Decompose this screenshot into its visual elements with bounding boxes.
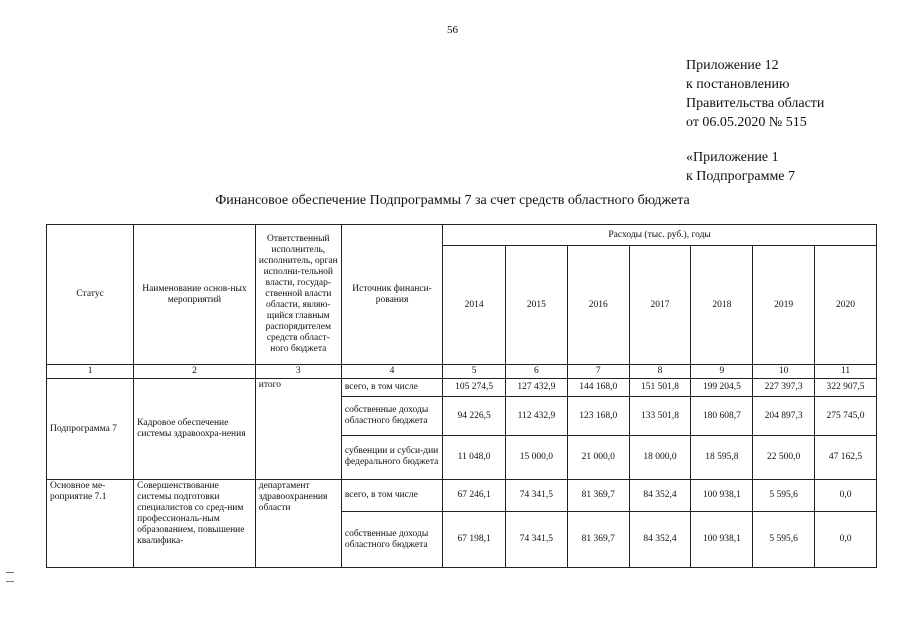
- column-index: 1: [47, 365, 134, 379]
- row-value: 112 432,9: [506, 397, 568, 435]
- row-value: 199 204,5: [691, 379, 753, 397]
- row-value: 84 352,4: [629, 512, 691, 568]
- row-value: 81 369,7: [567, 480, 629, 512]
- row-value: 5 595,6: [753, 512, 815, 568]
- header-year: 2020: [815, 246, 877, 365]
- row-source: всего, в том числе: [341, 480, 442, 512]
- row-value: 100 938,1: [691, 480, 753, 512]
- row-value: 47 162,5: [815, 435, 877, 479]
- row-value: 74 341,5: [506, 512, 568, 568]
- header-year: 2016: [567, 246, 629, 365]
- row-value: 18 000,0: [629, 435, 691, 479]
- row-value: 84 352,4: [629, 480, 691, 512]
- row-value: 0,0: [815, 512, 877, 568]
- column-index: 8: [629, 365, 691, 379]
- row-value: 127 432,9: [506, 379, 568, 397]
- header-responsible: Ответственный исполнитель, исполнитель, орган исполни-тельной власти, государ-ственной власти области, являю-щийся главным распорядителем средств област-ного бюджета: [255, 225, 341, 365]
- row-value: 11 048,0: [443, 435, 506, 479]
- row-value: 67 198,1: [443, 512, 506, 568]
- appendix-line: к постановлению: [686, 77, 790, 92]
- row-status: Подпрограмма 7: [47, 379, 134, 480]
- header-status: Статус: [47, 225, 134, 365]
- row-value: 15 000,0: [506, 435, 568, 479]
- column-index: 5: [443, 365, 506, 379]
- row-source: субвенции и субси-дии федерального бюджета: [341, 435, 442, 479]
- row-value: 204 897,3: [753, 397, 815, 435]
- header-name: Наименование основ-ных мероприятий: [134, 225, 256, 365]
- row-value: 94 226,5: [443, 397, 506, 435]
- row-value: 67 246,1: [443, 480, 506, 512]
- column-index: 4: [341, 365, 442, 379]
- row-name: Совершенствование системы подготовки специалистов со сред-ним профессиональ-ным образованием, повышение квалифика-: [134, 480, 256, 568]
- row-value: 322 907,5: [815, 379, 877, 397]
- row-value: 5 595,6: [753, 480, 815, 512]
- header-year: 2018: [691, 246, 753, 365]
- row-value: 123 168,0: [567, 397, 629, 435]
- appendix-block-2: [686, 148, 795, 186]
- row-value: 21 000,0: [567, 435, 629, 479]
- row-source: всего, в том числе: [341, 379, 442, 397]
- margin-mark: [6, 572, 14, 573]
- column-index: 3: [255, 365, 341, 379]
- column-index: 2: [134, 365, 256, 379]
- row-responsible: департамент здравоохранения области: [255, 480, 341, 568]
- margin-mark: [6, 581, 14, 582]
- header-year: 2014: [443, 246, 506, 365]
- row-status: Основное ме-роприятие 7.1: [47, 480, 134, 568]
- row-value: 105 274,5: [443, 379, 506, 397]
- row-value: 81 369,7: [567, 512, 629, 568]
- table-row: [47, 480, 877, 512]
- appendix-line: к Подпрограмме 7: [686, 169, 796, 184]
- header-year: 2017: [629, 246, 691, 365]
- row-value: 22 500,0: [753, 435, 815, 479]
- appendix-line: Приложение 12: [686, 58, 779, 73]
- row-responsible: итого: [255, 379, 341, 480]
- row-source: собственные доходы областного бюджета: [341, 397, 442, 435]
- page-number: 56: [447, 24, 458, 36]
- column-index: 6: [506, 365, 568, 379]
- appendix-block: [686, 56, 824, 132]
- document-title: Финансовое обеспечение Подпрограммы 7 за счет средств областного бюджета: [215, 193, 690, 208]
- header-source: Источник финанси-рования: [341, 225, 442, 365]
- row-name: Кадровое обеспечение системы здравоохра-нения: [134, 379, 256, 480]
- appendix-line: от 06.05.2020 № 515: [686, 115, 807, 130]
- appendix-line: «Приложение 1: [686, 150, 779, 165]
- column-index: 10: [753, 365, 815, 379]
- row-value: 0,0: [815, 480, 877, 512]
- header-expenses: Расходы (тыс. руб.), годы: [443, 225, 877, 246]
- row-value: 151 501,8: [629, 379, 691, 397]
- row-value: 18 595,8: [691, 435, 753, 479]
- row-value: 227 397,3: [753, 379, 815, 397]
- row-value: 74 341,5: [506, 480, 568, 512]
- row-value: 180 608,7: [691, 397, 753, 435]
- header-year: 2019: [753, 246, 815, 365]
- finance-table: [46, 224, 877, 568]
- row-value: 275 745,0: [815, 397, 877, 435]
- column-index: 9: [691, 365, 753, 379]
- header-year: 2015: [506, 246, 568, 365]
- appendix-line: Правительства области: [686, 96, 825, 111]
- row-value: 133 501,8: [629, 397, 691, 435]
- column-index: 7: [567, 365, 629, 379]
- table-row: [47, 379, 877, 397]
- row-value: 100 938,1: [691, 512, 753, 568]
- row-source: собственные доходы областного бюджета: [341, 512, 442, 568]
- column-index: 11: [815, 365, 877, 379]
- row-value: 144 168,0: [567, 379, 629, 397]
